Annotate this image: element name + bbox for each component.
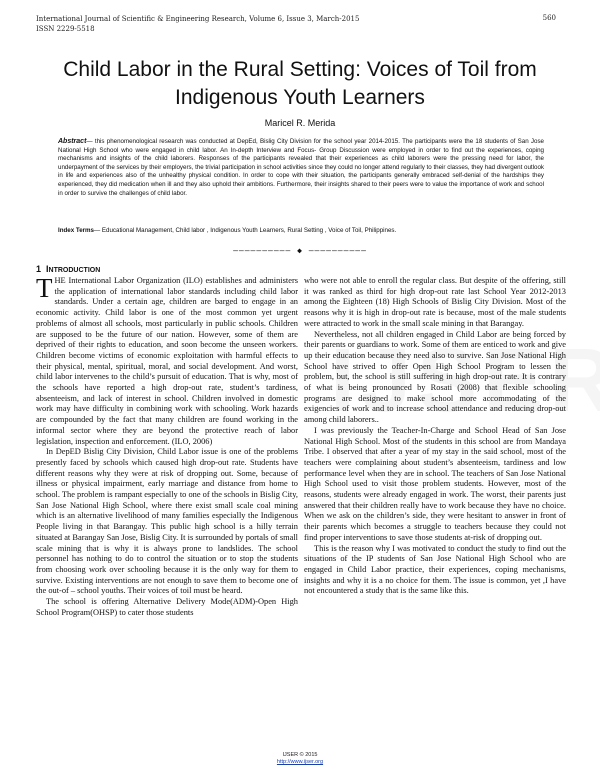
right-paragraph-3: I was previously the Teacher-In-Charge and School Head of San Jose National High School. Most of the students in this school are from Mandaya Tribe. I observed that after a year of my stay in the said school, most of the teachers were complaining about student’s absenteeism, tardiness and low performance level when they are in school. The teachers of San Jose National High School used to visit those problem students. However, most of the reasons, students were already engaged in work. The worst, their parents just answered that their children really have to work because they have no choice. When we ask on the children’s side, they were hesitant to answer in front of their parents which becomes a struggle to teachers because they could not find proper interventions to save those students at-risk of dropping out. [304, 425, 566, 542]
drop-cap: T [36, 273, 53, 303]
page-number: 560 [542, 14, 556, 22]
left-paragraph-3: The school is offering Alternative Delivery Mode(ADM)-Open High School Program(OHSP) to cater those students [36, 597, 298, 617]
section-title-rest: NTRODUCTION [48, 267, 101, 274]
page-footer [0, 752, 600, 766]
footer-copyright: IJSER © 2015 [282, 752, 318, 758]
section-title-cap: I [46, 264, 49, 274]
abstract-dash: — [86, 138, 95, 145]
index-terms-label: Index Terms [58, 227, 94, 234]
right-column [304, 276, 566, 597]
section-divider: —————————— ◆ —————————— [233, 246, 367, 255]
abstract-text: this phenomenological research was conducted at DepEd, Bislig City Division for the school year 2014-2015. The participants were the 18 students of San Jose National High School who were engaged in child labor. An In-depth Interview and Focus- Group Discussion were employed in order to find out the experiences, coping mechanisms and insights of the child laborers. Responses of the participants revealed that their experiences as child laborers were the pressing need for labor, the underpayment of the services by their employers, the trivial participation in school activities since they could no longer attend regularly to their classes, they had divergent outlook in life and experiences also of the unhealthy physical condition. In order to cope with their situation, the participants generally embraced self-denial of the hardships they experienced, they did medication when ill and they also uphold their ambitions. Furthermore, their insights shared to their peers were to value the importance of work and school in order to survive the challenges of child labor. [58, 138, 544, 197]
right-paragraph-1: who were not able to enroll the regular class. But despite of the offering, still it was ranked as third for high drop-out rate last School Year 2012-2013 among the Eighteen (18) High Schools of Bislig City Division. Most of the reasons why it is high in drop-out rate is because, most of the male students were attracted to work in the small scale mining in that Barangay. [304, 276, 566, 328]
section-number: 1 [36, 264, 42, 274]
abstract-label: Abstract [58, 138, 87, 145]
journal-issn: ISSN 2229-5518 [36, 25, 95, 33]
footer-url-link[interactable]: http://www.ijser.org [276, 759, 324, 765]
index-terms-text: Educational Management, Child labor , Indigenous Youth Learners, Rural Setting , Voice of Toil, Philippines. [101, 227, 397, 234]
journal-title: International Journal of Scientific & Engineering Research, Volume 6, Issue 3, March-2015 [36, 15, 360, 23]
left-paragraph-1 [36, 273, 298, 447]
journal-header [36, 14, 359, 34]
author-name: Maricel R. Merida [264, 118, 336, 128]
left-paragraph-2: In DepED Bislig City Division, Child Labor issue is one of the problems presently faced by schools which caused high drop-out rate. Students have different reasons why they were at risk of dropping out. Some, because of illness or physical impairment, early marriage and distance from home to school. The problem is rampant especially to one of the schools in Bislig City, San Jose National High School, where there exist small scale coal mining which is an alternative livelihood of many families especially the Indigenous People living in that Barangay. This public high school is a hilly terrain situated at Barangay San Jose, Bislig City. It is surrounded by portals of small scale mining that is why it is always prone to landslides. The school personnel has nothing to do to control the situation or to stop the students from choosing work over schooling because it is the only way for them to survive. Existing interventions are not enough to save them to become one of the out-of – school youths. Their voices of toil must be heard. [36, 447, 298, 596]
index-terms [58, 227, 544, 236]
abstract [58, 138, 544, 198]
paper-title: Child Labor in the Rural Setting: Voices of Toil from Indigenous Youth Learners [63, 58, 537, 109]
right-paragraph-4: This is the reason why I was motivated to conduct the study to find out the situations of the IP students of San Jose National High School who are engaged in Child Labor practice, their experiences, coping mechanisms, insights and why it is a no choice for them. The issue is common, yet ,I have not encountered a study that is the same like this. [304, 543, 566, 596]
right-paragraph-2: Nevertheless, not all children engaged in Child Labor are being forced by their parents or guardians to work. Some of them are enticed to work and give up their education because they need also to survive. San Jose National High School have strived to offer Open High School Program to lessen the problem, but, the school is still suffering in high drop-out rate. It is contrary of what is being pronounced by Rosati (2008) that flexible schooling programs are designed to make school more accommodating of the exigencies of work and to increase school attendance and reducing drop-out among child laborers.. [304, 329, 566, 425]
index-terms-dash: — [94, 227, 102, 234]
left-column [36, 273, 298, 619]
left-paragraph-1-text: HE International Labor Organization (ILO) establishes and administers the application of international labor standards including child labor standards. Under a certain age, children are barged to engage in an economic activity. Child labor is one of the most common yet urgent problems of almost all schools, most particularly in public schools. Children are supposed to be the future of our nation. However, some of them are deprived of their rights to education, and soon become the unseen workers. Children become victims of economic exploitation with harmful effects to their physical, mental, spiritual, moral, and social development. And worst, child labor intervenes to the child’s pursuit of education. That is why, most of the schools have reported a high drop-out rate, student’s tardiness, absenteeism, and lack of interest in school. Children involved in domestic work may have difficulty in combining work with schooling. Work hazards are compounded by the fact that many children are found working in the informal sector where they are beyond the protective reach of labor legislation, inspection and enforcement. (ILO, 2006) [36, 276, 298, 446]
